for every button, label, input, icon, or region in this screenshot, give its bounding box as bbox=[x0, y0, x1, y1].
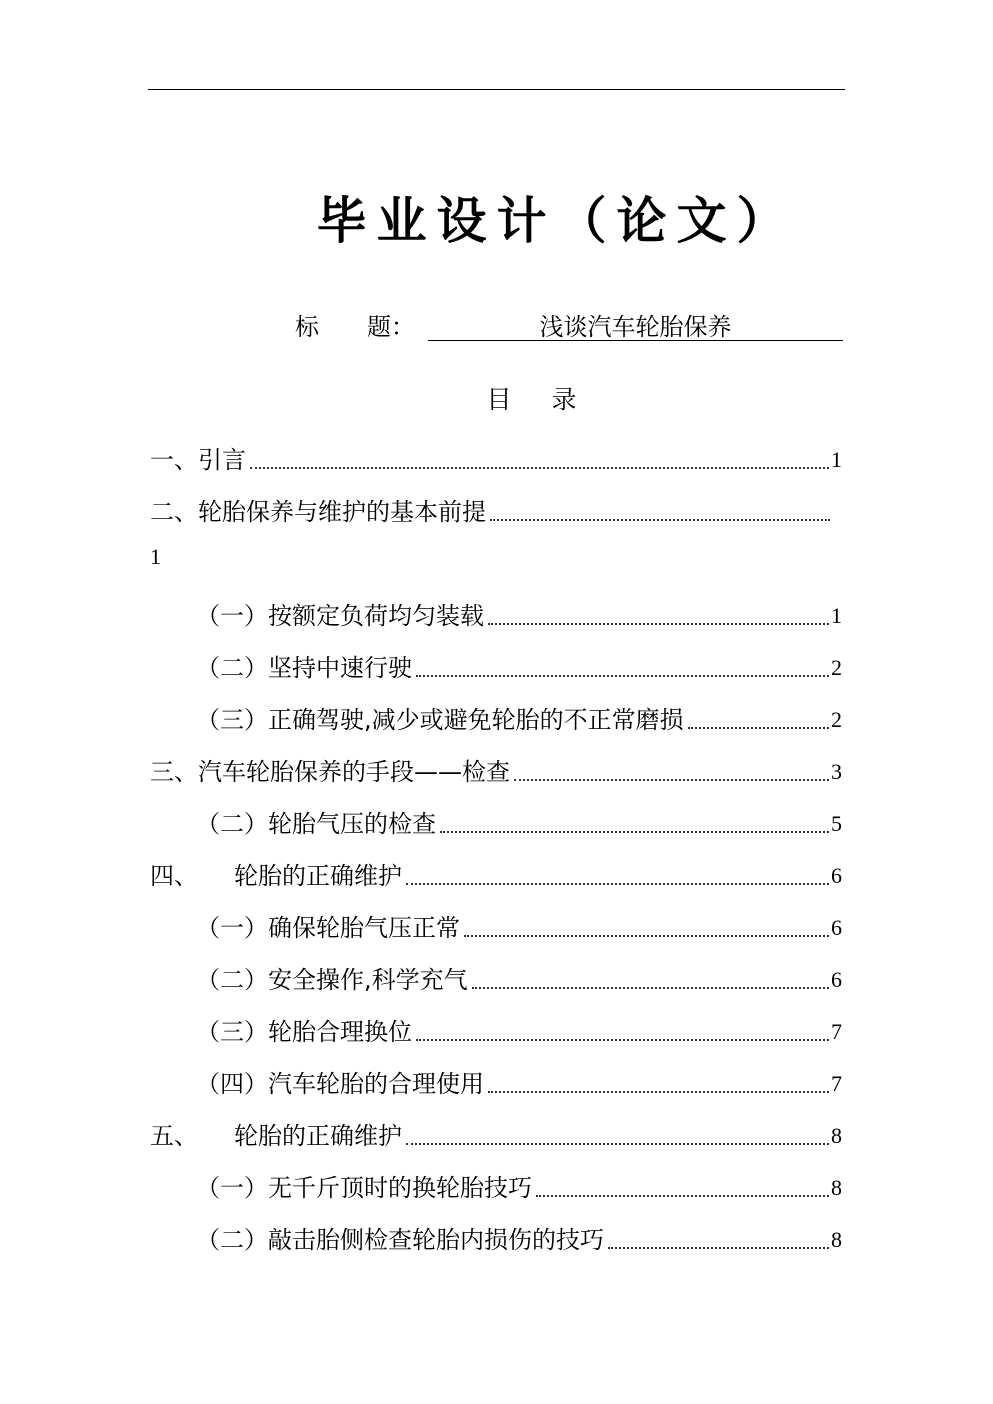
toc-entry-page: 3 bbox=[831, 759, 842, 784]
toc-leader-dots bbox=[406, 883, 829, 885]
toc-entry-maintenance-4[interactable] bbox=[150, 846, 842, 894]
toc-entry-driving[interactable] bbox=[150, 690, 842, 738]
toc-entry-page: 2 bbox=[831, 707, 842, 732]
toc-heading-part-2: 录 bbox=[551, 385, 577, 414]
toc-entry-page: 6 bbox=[831, 915, 842, 940]
toc-leader-dots bbox=[514, 779, 829, 781]
toc-entry-inflation[interactable] bbox=[150, 950, 842, 998]
toc-leader-dots bbox=[464, 935, 829, 937]
toc-leader-dots bbox=[488, 623, 829, 625]
toc-entry-label: （一）无千斤顶时的换轮胎技巧 bbox=[196, 1174, 532, 1202]
header-rule bbox=[148, 89, 845, 90]
toc-entry-page: 8 bbox=[831, 1175, 842, 1200]
toc-leader-dots bbox=[488, 1091, 829, 1093]
toc-entry-label: （一）按额定负荷均匀装载 bbox=[196, 602, 484, 630]
toc-entry-label: 二、轮胎保养与维护的基本前提 bbox=[150, 498, 486, 526]
toc-entry-rotation[interactable] bbox=[150, 1002, 842, 1050]
toc-entry-page: 7 bbox=[831, 1071, 842, 1096]
toc-leader-dots bbox=[416, 1039, 829, 1041]
toc-entry-sidewall[interactable] bbox=[150, 1210, 842, 1258]
toc-entry-proper-use[interactable] bbox=[150, 1054, 842, 1102]
toc-entry-page: 1 bbox=[831, 603, 842, 628]
toc-entry-label: （二）安全操作,科学充气 bbox=[196, 966, 468, 994]
toc-entry-label: （一）确保轮胎气压正常 bbox=[196, 914, 460, 942]
toc-entry-label: 三、汽车轮胎保养的手段——检查 bbox=[150, 758, 510, 786]
toc-entry-premise[interactable] bbox=[150, 482, 842, 530]
toc-entry-label bbox=[150, 1118, 402, 1154]
toc-entry-label: （二）敲击胎侧检查轮胎内损伤的技巧 bbox=[196, 1226, 604, 1254]
toc-entry-page: 6 bbox=[831, 967, 842, 992]
toc-leader-dots bbox=[472, 987, 829, 989]
toc-entry-label: （二）轮胎气压的检查 bbox=[196, 810, 436, 838]
toc-leader-dots bbox=[440, 831, 829, 833]
toc-entry-page: 6 bbox=[831, 863, 842, 888]
toc-heading bbox=[0, 382, 993, 418]
toc-leader-dots bbox=[416, 675, 829, 677]
toc-entry-load[interactable] bbox=[150, 586, 842, 634]
toc-leader-dots bbox=[608, 1247, 829, 1249]
toc-entry-label: （四）汽车轮胎的合理使用 bbox=[196, 1070, 484, 1098]
toc-entry-pressure-normal[interactable] bbox=[150, 898, 842, 946]
toc-entry-title: 轮胎的正确维护 bbox=[234, 1122, 402, 1150]
toc-entry-label: 一、引言 bbox=[150, 446, 246, 474]
toc-entry-intro[interactable] bbox=[150, 430, 842, 478]
subject-label bbox=[295, 310, 415, 344]
toc-leader-dots bbox=[536, 1195, 829, 1197]
toc-leader-dots bbox=[490, 519, 830, 521]
subject-label-part-1: 标 bbox=[295, 313, 319, 341]
toc-entry-page: 1 bbox=[831, 447, 842, 472]
toc-entry-number: 四、 bbox=[150, 862, 198, 890]
toc-entry-speed[interactable] bbox=[150, 638, 842, 686]
toc-entry-label bbox=[150, 858, 402, 894]
toc-entry-pressure-check[interactable] bbox=[150, 794, 842, 842]
toc-entry-page: 5 bbox=[831, 811, 842, 836]
toc-entry-label: （三）轮胎合理换位 bbox=[196, 1018, 412, 1046]
toc-entry-no-jack[interactable] bbox=[150, 1158, 842, 1206]
toc-heading-part-1: 目 bbox=[486, 385, 512, 414]
toc-entry-title: 轮胎的正确维护 bbox=[234, 862, 402, 890]
toc-entry-premise-page: 1 bbox=[150, 544, 161, 569]
subject-label-part-2: 题： bbox=[367, 313, 415, 341]
toc-leader-dots bbox=[250, 467, 829, 469]
subject-value: 浅谈汽车轮胎保养 bbox=[428, 310, 843, 341]
subject-row bbox=[0, 310, 993, 344]
toc-entry-page: 8 bbox=[831, 1123, 842, 1148]
toc-entry-label: （三）正确驾驶,减少或避免轮胎的不正常磨损 bbox=[196, 706, 684, 734]
toc-entry-page: 8 bbox=[831, 1227, 842, 1252]
toc-entry-page: 2 bbox=[831, 655, 842, 680]
toc-leader-dots bbox=[688, 727, 829, 729]
toc-leader-dots bbox=[406, 1143, 829, 1145]
document-title: 毕业设计（论文） bbox=[316, 191, 797, 250]
toc-entry-page: 7 bbox=[831, 1019, 842, 1044]
toc-entry-label: （二）坚持中速行驶 bbox=[196, 654, 412, 682]
toc-entry-number: 五、 bbox=[150, 1122, 198, 1150]
toc-entry-inspection[interactable] bbox=[150, 742, 842, 790]
toc-entry-maintenance-5[interactable] bbox=[150, 1106, 842, 1154]
